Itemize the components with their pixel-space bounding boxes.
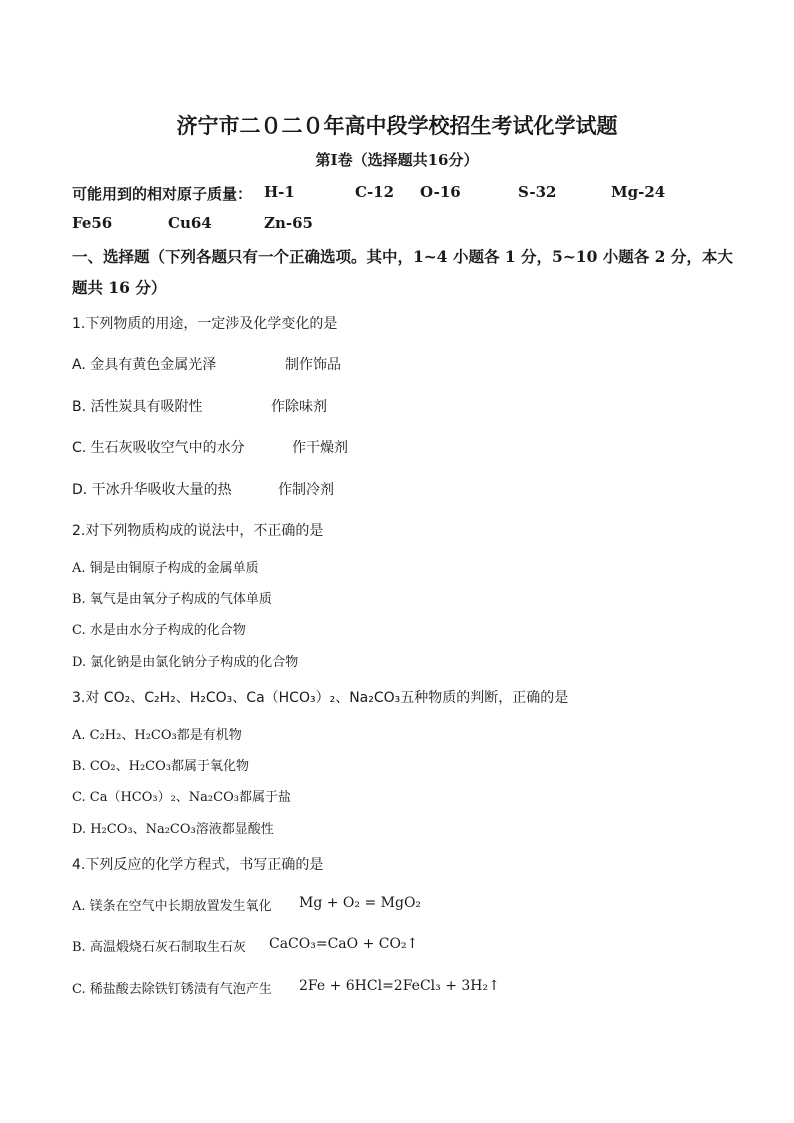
q4-option-a: A. 镁条在空气中长期放置发生氧化 — [72, 899, 272, 914]
question-1-stem: 1.下列物质的用途，一定涉及化学变化的是 — [72, 316, 338, 332]
q3-option-d: D. H₂CO₃、Na₂CO₃溶液都显酸性 — [72, 822, 274, 837]
q1-option-a-use: 制作饰品 — [285, 357, 341, 373]
q1-option-d: D. 干冰升华吸收大量的热 — [72, 482, 232, 498]
page-title: 济宁市二０二０年高中段学校招生考试化学试题 — [176, 113, 618, 138]
q1-option-c-use: 作干燥剂 — [292, 440, 348, 456]
q4-option-c-equation: 2Fe + 6HCl=2FeCl₃ + 3H₂↑ — [299, 978, 500, 994]
q2-option-b: B. 氧气是由氧分子构成的气体单质 — [72, 592, 272, 607]
q2-option-c: C. 水是由水分子构成的化合物 — [72, 623, 246, 638]
q2-option-d: D. 氯化钠是由氯化钠分子构成的化合物 — [72, 655, 299, 670]
atomic-mass-item: Zn-65 — [264, 214, 313, 232]
question-3-stem: 3.对 CO₂、C₂H₂、H₂CO₃、Ca（HCO₃）₂、Na₂CO₃五种物质的判断，正确的是 — [72, 690, 569, 706]
q1-option-c: C. 生石灰吸收空气中的水分 — [72, 440, 245, 456]
q3-option-a: A. C₂H₂、H₂CO₃都是有机物 — [72, 728, 242, 743]
atomic-mass-label: 可能用到的相对原子质量： — [72, 185, 253, 203]
q4-option-b-equation: CaCO₃=CaO + CO₂↑ — [269, 936, 419, 952]
section-subtitle: 第Ⅰ卷（选择题共16分） — [315, 151, 479, 169]
q1-option-b: B. 活性炭具有吸附性 — [72, 399, 203, 415]
q1-option-b-use: 作除味剂 — [271, 399, 327, 415]
q4-option-a-equation: Mg + O₂ = MgO₂ — [299, 895, 422, 911]
atomic-mass-item: O-16 — [420, 183, 461, 201]
section-heading-cont: 题共 16 分） — [72, 278, 167, 297]
q4-option-c: C. 稀盐酸去除铁钉锈渍有气泡产生 — [72, 982, 272, 997]
section-heading: 一、选择题（下列各题只有一个正确选项。其中，1~4 小题各 1 分，5~10 小题各 2 分，本大 — [72, 247, 733, 266]
atomic-mass-item: Fe56 — [72, 214, 113, 232]
q2-option-a: A. 铜是由铜原子构成的金属单质 — [72, 561, 259, 576]
atomic-mass-item: Mg-24 — [611, 183, 666, 201]
question-4-stem: 4.下列反应的化学方程式，书写正确的是 — [72, 857, 324, 873]
q3-option-c: C. Ca（HCO₃）₂、Na₂CO₃都属于盐 — [72, 790, 291, 805]
q3-option-b: B. CO₂、H₂CO₃都属于氧化物 — [72, 759, 249, 774]
atomic-mass-item: S-32 — [518, 183, 557, 201]
atomic-mass-item: C-12 — [355, 183, 395, 201]
q4-option-b: B. 高温煅烧石灰石制取生石灰 — [72, 940, 246, 955]
question-2-stem: 2.对下列物质构成的说法中，不正确的是 — [72, 523, 324, 539]
atomic-mass-item: H-1 — [264, 183, 295, 201]
q1-option-a: A. 金具有黄色金属光泽 — [72, 357, 217, 373]
atomic-mass-item: Cu64 — [168, 214, 212, 232]
q1-option-d-use: 作制冷剂 — [278, 482, 334, 498]
